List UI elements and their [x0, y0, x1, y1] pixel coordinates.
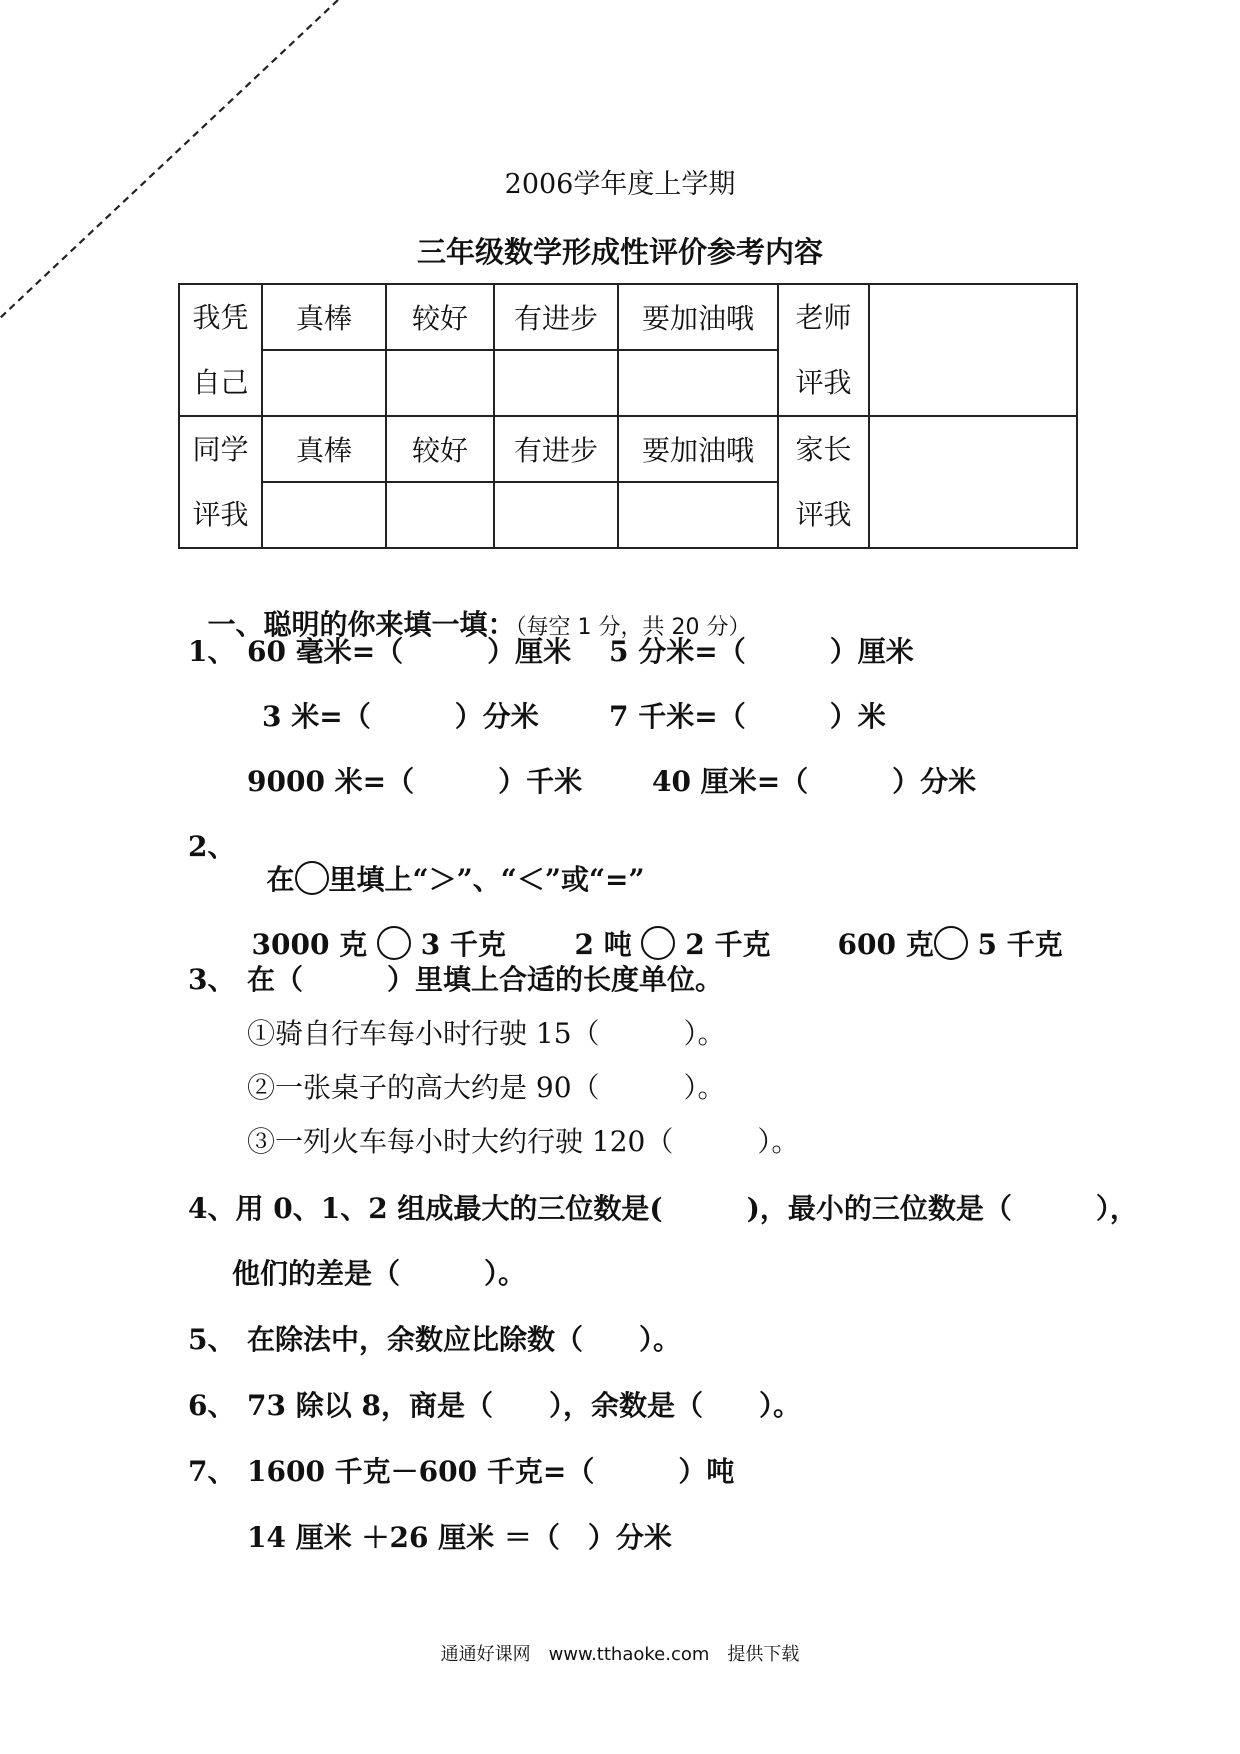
q7-line[interactable]: 14 厘米 ＋26 厘米 ＝（ ）分米	[247, 1521, 672, 1554]
parent-eval-label: 家长 评我	[778, 416, 869, 548]
peer-check-cell[interactable]	[386, 482, 494, 548]
q1-item[interactable]: 40 厘米=（ ）分米	[652, 765, 977, 798]
q2-instruction: 在 里填上“＞”、“＜”或“=”	[266, 863, 645, 896]
rating-try-harder: 要加油哦	[618, 416, 778, 482]
q2-number: 2、	[188, 830, 236, 863]
q3-instruction: 在（ ）里填上合适的长度单位。	[247, 963, 724, 996]
rating-great: 真棒	[262, 284, 386, 350]
page-subtitle: 三年级数学形成性评价参考内容	[416, 235, 823, 269]
q1-item[interactable]: 60 毫米=（ ）厘米	[247, 635, 572, 668]
self-eval-label: 我凭 自己	[179, 284, 262, 416]
q2-compare: 2 吨 2 千克	[574, 928, 771, 961]
rating-good: 较好	[386, 416, 494, 482]
q4-line[interactable]: 他们的差是（ ）。	[232, 1257, 527, 1290]
rating-good: 较好	[386, 284, 494, 350]
rating-try-harder: 要加油哦	[618, 284, 778, 350]
peer-check-cell[interactable]	[494, 482, 618, 548]
rating-great: 真棒	[262, 416, 386, 482]
q1-item[interactable]: 7 千米=（ ）米	[609, 700, 886, 733]
q1-item[interactable]: 3 米=（ ）分米	[262, 700, 539, 733]
peer-check-cell[interactable]	[618, 482, 778, 548]
q2-compare: 3000 克 3 千克	[251, 928, 506, 961]
self-check-cell[interactable]	[262, 350, 386, 416]
self-check-cell[interactable]	[494, 350, 618, 416]
peer-eval-label: 同学 评我	[179, 416, 262, 548]
q1-item[interactable]: 9000 米=（ ）千米	[247, 765, 583, 798]
compare-circle[interactable]	[377, 926, 411, 960]
q3-number: 3、	[188, 963, 236, 996]
rating-improving: 有进步	[494, 284, 618, 350]
footer-source: 通通好课网 www.tthaoke.com 提供下载	[440, 1644, 800, 1665]
q6-text[interactable]: 73 除以 8，商是（ ），余数是（ ）。	[247, 1389, 801, 1422]
q7-line[interactable]: 1600 千克－600 千克=（ ）吨	[247, 1455, 735, 1488]
rating-improving: 有进步	[494, 416, 618, 482]
peer-check-cell[interactable]	[262, 482, 386, 548]
self-check-cell[interactable]	[386, 350, 494, 416]
q5-number: 5、	[188, 1323, 236, 1356]
q3-sub[interactable]: ③一列火车每小时大约行驶 120（ ）。	[247, 1125, 800, 1158]
self-check-cell[interactable]	[618, 350, 778, 416]
section-heading: 一、聪明的你来填一填：（每空 1 分，共 20 分）	[207, 608, 751, 641]
parent-eval-box[interactable]	[869, 416, 1077, 548]
compare-circle[interactable]	[934, 926, 968, 960]
evaluation-table	[178, 283, 1078, 549]
page-title: 2006学年度上学期	[504, 169, 736, 200]
section-score-note: （每空 1 分，共 20 分）	[515, 615, 751, 640]
q3-sub[interactable]: ②一张桌子的高大约是 90（ ）。	[247, 1071, 726, 1104]
q2-compare: 600 克 5 千克	[837, 928, 1063, 961]
q7-number: 7、	[188, 1455, 236, 1488]
q1-item[interactable]: 5 分米=（ ）厘米	[609, 635, 914, 668]
teacher-eval-box[interactable]	[869, 284, 1077, 416]
teacher-eval-label: 老师 评我	[778, 284, 869, 416]
q3-sub[interactable]: ①骑自行车每小时行驶 15（ ）。	[247, 1017, 726, 1050]
q5-text[interactable]: 在除法中，余数应比除数（ ）。	[247, 1323, 682, 1356]
q4-line[interactable]: 4、用 0、1、2 组成最大的三位数是( )，最小的三位数是（ ），	[188, 1192, 1138, 1225]
q1-number: 1、	[188, 635, 236, 668]
compare-circle[interactable]	[641, 926, 675, 960]
q6-number: 6、	[188, 1389, 236, 1422]
